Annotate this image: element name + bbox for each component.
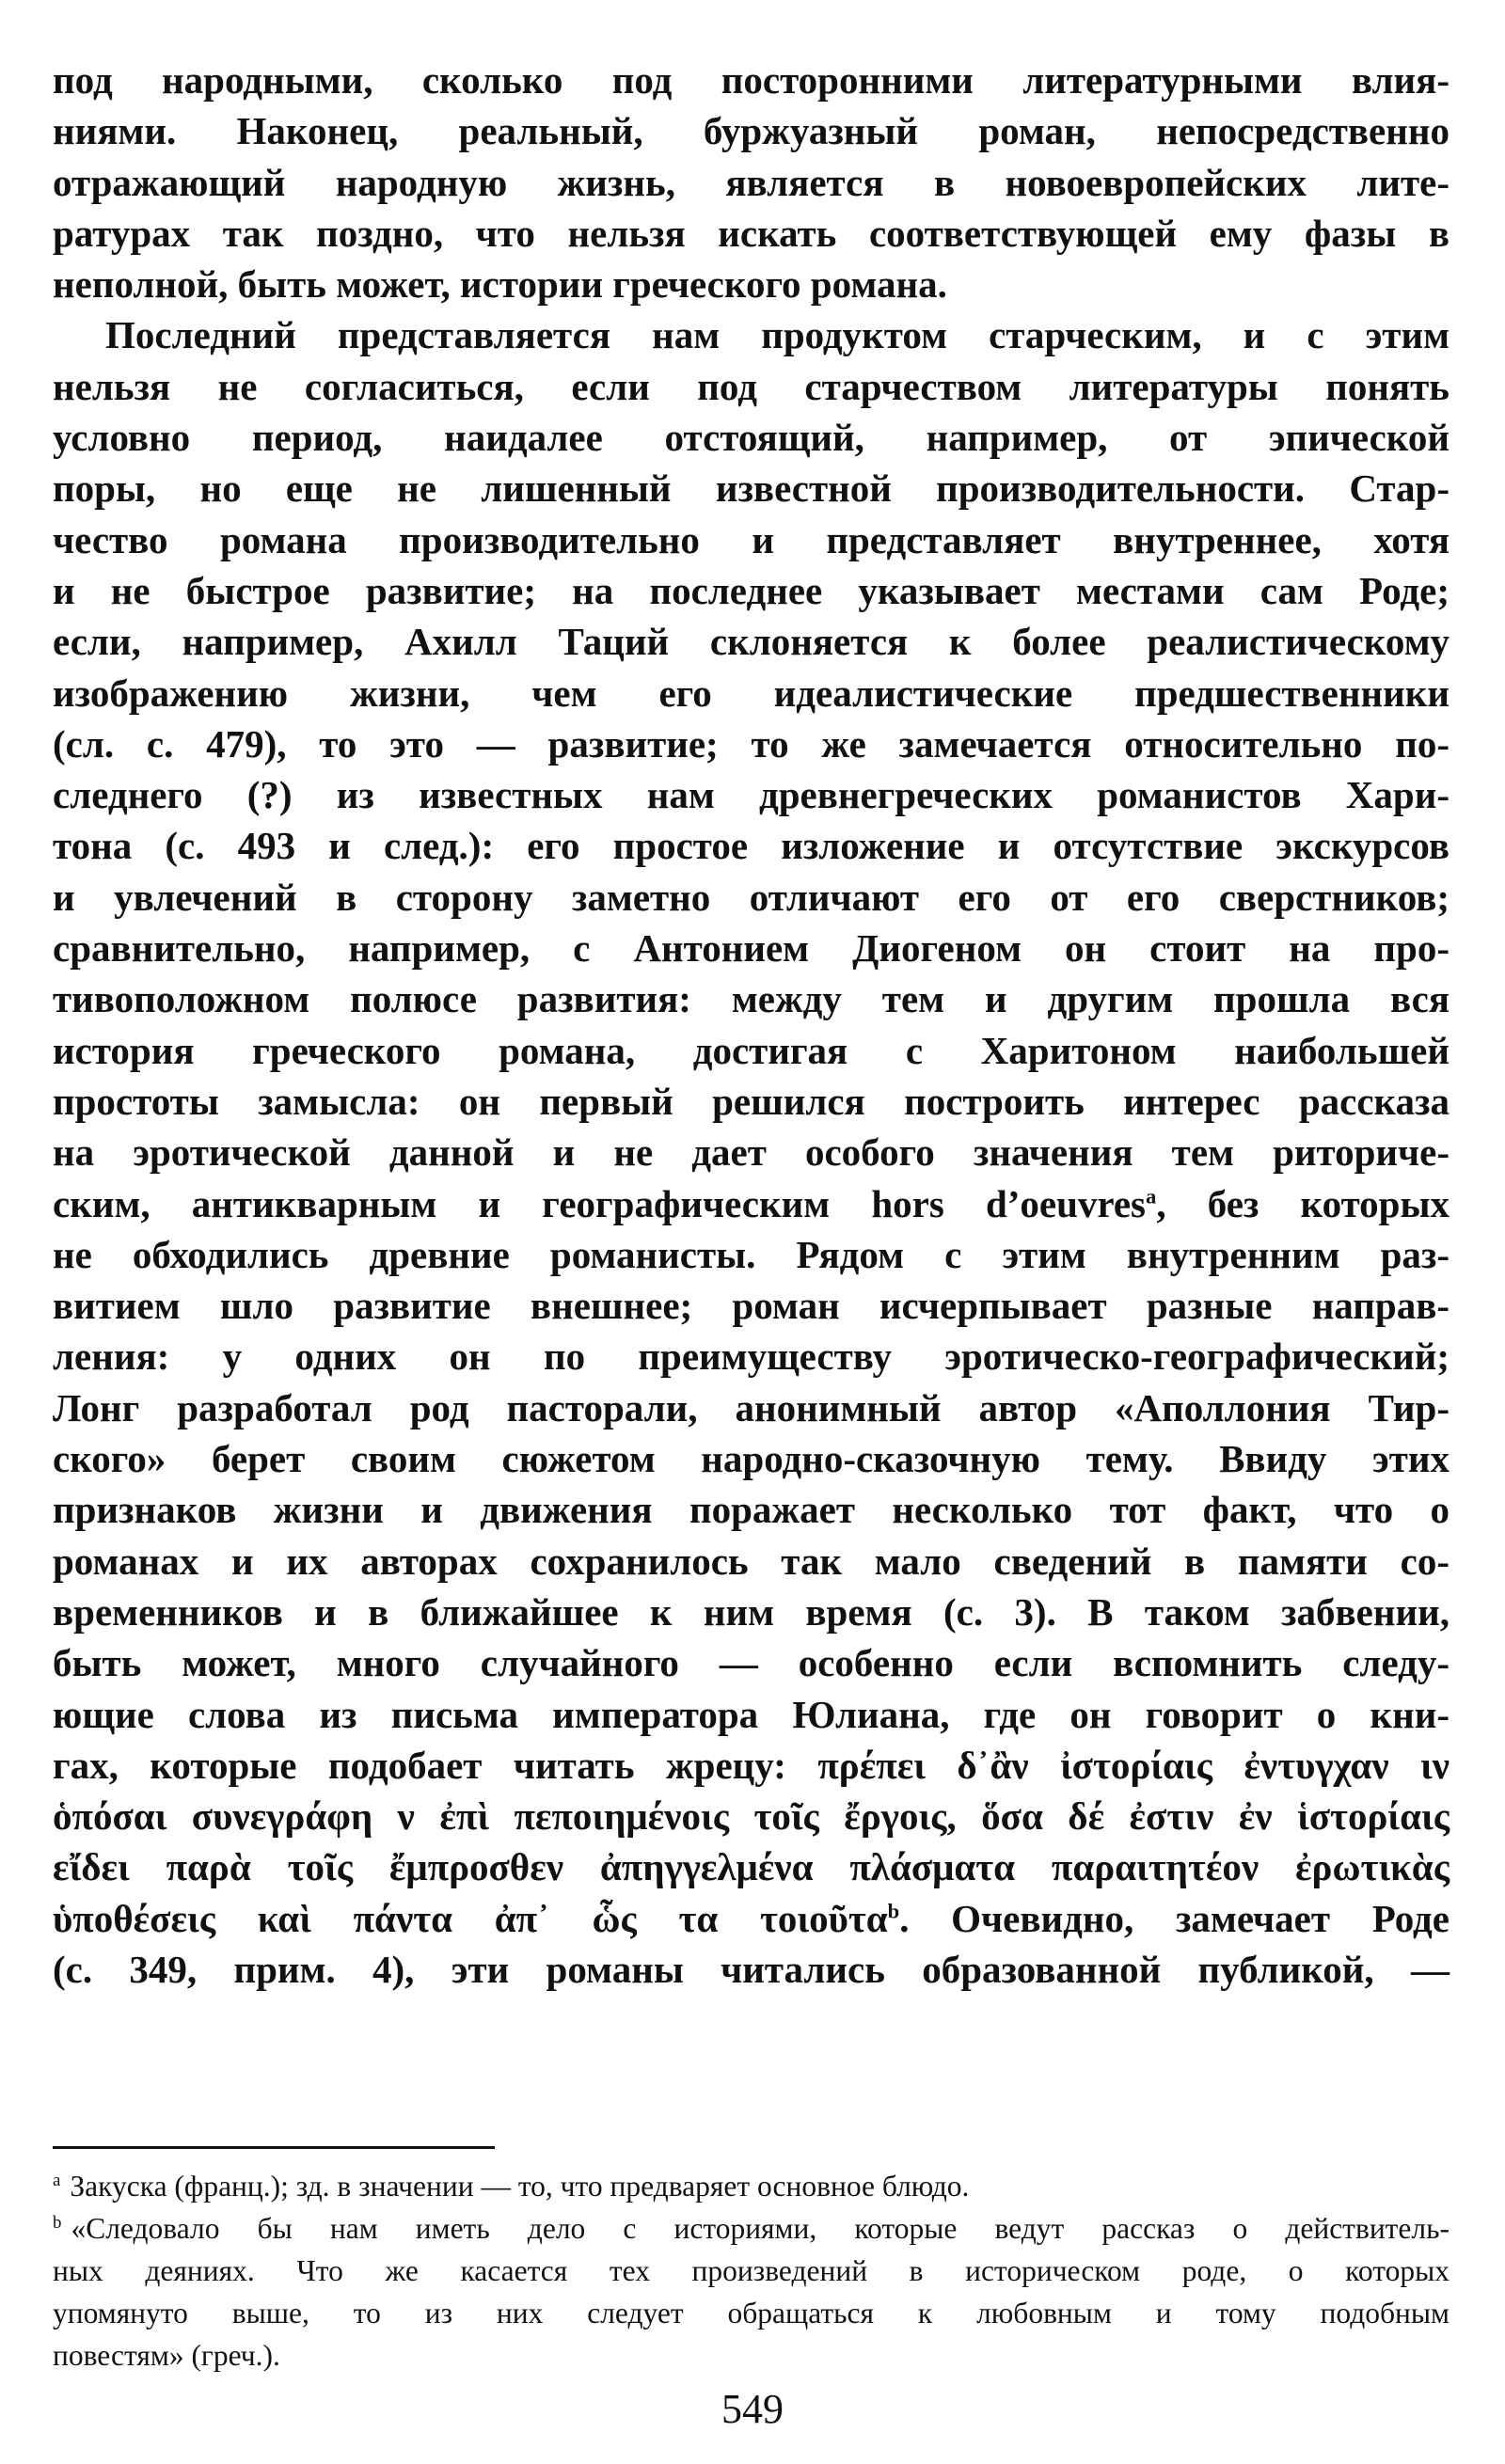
text-line: (сл. с. 479), то это — развитие; то же замечается относительно по- bbox=[53, 721, 1450, 766]
text-line: неполной, быть может, истории греческого романа. bbox=[53, 262, 947, 307]
paragraph-1 bbox=[53, 55, 1450, 309]
footnote-ref-a: a bbox=[1146, 1183, 1157, 1208]
footnote-line bbox=[53, 2165, 1450, 2207]
footnotes bbox=[53, 2165, 1450, 2377]
text-line: временников и в ближайшее к ним время (с. 3). В таком забвении, bbox=[53, 1589, 1450, 1634]
greek-text-line: ὁπόσαι συνεγράφη ν ἐπὶ πεποιημένοις τοῖς ἔργοις, ὅσα δέ ἐστιν ἐν ἱστορίαις bbox=[53, 1794, 1450, 1839]
text-line-with-footnote-a bbox=[53, 1178, 1450, 1229]
text-line: тона (с. 493 и след.): его простое изложение и отсутствие экскурсов bbox=[53, 824, 1450, 868]
text-line: Лонг разработал род пасторали, анонимный автор «Аполлония Тир- bbox=[53, 1385, 1450, 1429]
text-line: ского» берет своим сюжетом народно-сказочную тему. Ввиду этих bbox=[53, 1437, 1450, 1481]
text-line: ратурах так поздно, что нельзя искать соответствующей ему фазы в bbox=[53, 211, 1450, 255]
footnote-mark: a bbox=[53, 2170, 61, 2190]
text-line: на эротической данной и не дает особого значения тем риториче- bbox=[53, 1130, 1450, 1175]
footnote-line bbox=[53, 2207, 1450, 2250]
text-line: отражающий народную жизнь, является в новоевропейских лите- bbox=[53, 160, 1450, 204]
main-text bbox=[53, 55, 1450, 1995]
text-line: чество романа производительно и представляет внутреннее, хотя bbox=[53, 517, 1450, 561]
footnote-mark: b bbox=[53, 2212, 62, 2233]
text-line: ниями. Наконец, реальный, буржуазный роман, непосредственно bbox=[53, 109, 1450, 153]
footnote-text: Закуска (франц.); зд. в значении — то, что предваряет основное блюдо. bbox=[70, 2170, 970, 2203]
text-line: ления: у одних он по преимуществу эротическо-географический; bbox=[53, 1335, 1450, 1379]
text-line: простоты замысла: он первый решился построить интерес рассказа bbox=[53, 1079, 1450, 1123]
text-fragment: . Очевидно, замечает Роде bbox=[899, 1896, 1450, 1940]
text-line: поры, но еще не лишенный известной производительности. Стар- bbox=[53, 466, 1450, 511]
footnote-b bbox=[53, 2207, 1450, 2377]
footnote-a bbox=[53, 2165, 1450, 2207]
text-line: признаков жизни и движения поражает несколько тот факт, что о bbox=[53, 1488, 1450, 1532]
text-fragment: , без которых bbox=[1156, 1181, 1450, 1225]
text-line: не обходились древние романисты. Рядом с этим внутренним раз- bbox=[53, 1232, 1450, 1276]
text-line: сравнительно, например, с Антонием Диогеном он стоит на про- bbox=[53, 926, 1450, 971]
text-line-with-footnote-b bbox=[53, 1893, 1450, 1944]
text-line: и не быстрое развитие; на последнее указывает местами сам Роде; bbox=[53, 568, 1450, 612]
text-line: витием шло развитие внешнее; роман исчерпывает разные направ- bbox=[53, 1284, 1450, 1328]
footnote-line: упомянуто выше, то из них следует обращаться к любовным и тому подобным bbox=[53, 2297, 1450, 2330]
text-line: под народными, сколько под посторонними литературными влия- bbox=[53, 58, 1450, 102]
page-number: 549 bbox=[721, 2386, 784, 2432]
text-line: (с. 349, прим. 4), эти романы читались образованной публикой, — bbox=[53, 1947, 1450, 1991]
text-line: нельзя не согласиться, если под старчеством литературы понять bbox=[53, 364, 1450, 408]
footnote-ref-b: b bbox=[887, 1899, 900, 1923]
text-line: история греческого романа, достигая с Харитоном наибольшей bbox=[53, 1028, 1450, 1072]
text-line: если, например, Ахилл Таций склоняется к более реалистическому bbox=[53, 620, 1450, 664]
text-line: гах, которые подобает читать жрецу: πρέπει δ᾽ἂν ἰστορίαις ἐντυγχαν ιν bbox=[53, 1743, 1450, 1787]
footnote-text: «Следовало бы нам иметь дело с историями, которые ведут рассказ о действитель- bbox=[71, 2212, 1450, 2245]
paragraph-2 bbox=[53, 309, 1450, 1995]
footnote-divider bbox=[53, 2146, 495, 2149]
text-line: Последний представляется нам продуктом старческим, и с этим bbox=[105, 313, 1450, 357]
text-line: ющие слова из письма императора Юлиана, где он говорит о кни- bbox=[53, 1692, 1450, 1736]
text-fragment: ским, антикварным и географическим hors d’oeuvres bbox=[53, 1181, 1147, 1225]
greek-text-line: εἴδει παρὰ τοῖς ἔμπροσθεν ἀπηγγελμένα πλάσματα παραιτητέον ἐρωτικὰς bbox=[53, 1845, 1450, 1889]
text-line: романах и их авторах сохранилось так мало сведений в памяти со- bbox=[53, 1539, 1450, 1583]
footnote-line: повестям» (греч.). bbox=[53, 2339, 280, 2372]
text-line: условно период, наидалее отстоящий, например, от эпической bbox=[53, 416, 1450, 460]
text-line: тивоположном полюсе развития: между тем и другим прошла вся bbox=[53, 977, 1450, 1021]
footnote-line: ных деяниях. Что же касается тех произведений в историческом роде, о которых bbox=[53, 2254, 1450, 2287]
text-line: следнего (?) из известных нам древнегреческих романистов Хари- bbox=[53, 773, 1450, 817]
text-line: и увлечений в сторону заметно отличают его от его сверстников; bbox=[53, 875, 1450, 919]
text-line: быть может, много случайного — особенно если вспомнить следу- bbox=[53, 1641, 1450, 1685]
text-line: изображению жизни, чем его идеалистические предшественники bbox=[53, 671, 1450, 715]
text-fragment: ὑποθέσεις καὶ πάντα ἀπ᾽ ὧς τα τοιοῦτα bbox=[53, 1896, 888, 1940]
